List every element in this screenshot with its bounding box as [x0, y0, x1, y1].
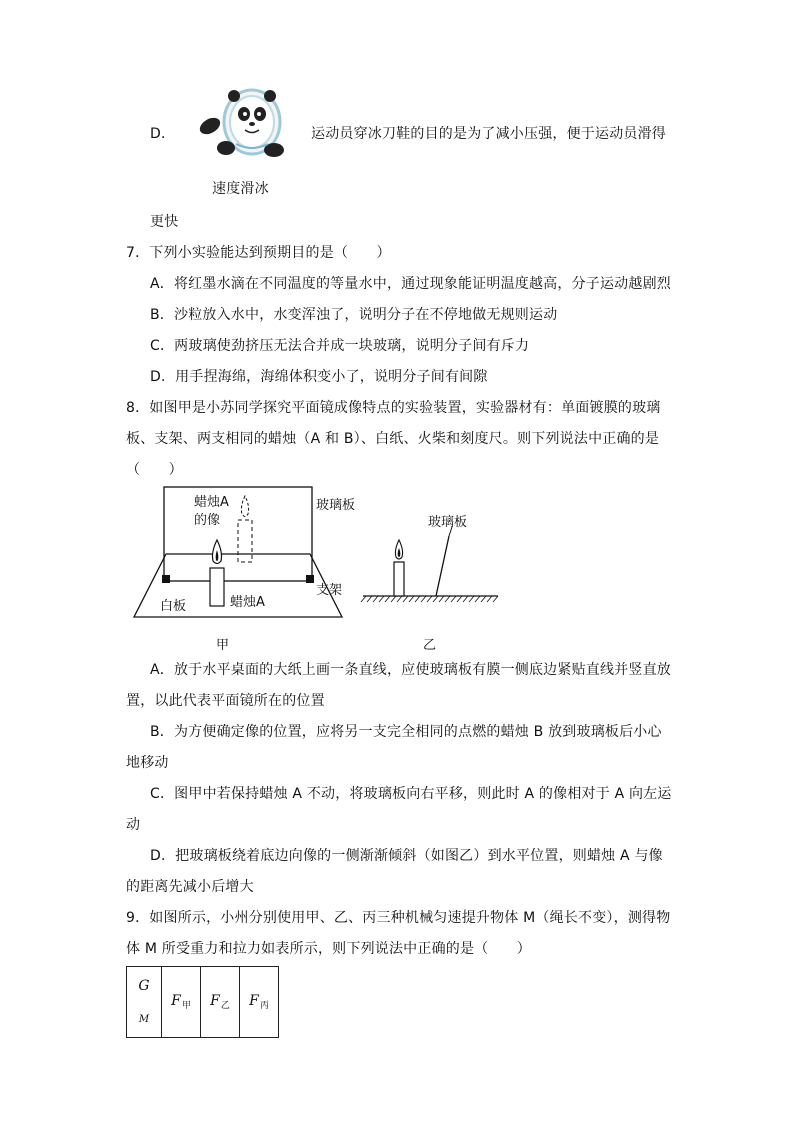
label-stand: 支架 [316, 583, 343, 598]
q8-option-a-line2: 置，以此代表平面镜所在的位置 [126, 693, 325, 709]
label-candle-image-2: 的像 [194, 513, 221, 528]
label-white-board: 白板 [160, 599, 187, 614]
caption-yi: 乙 [423, 638, 437, 653]
q8-option-c-line1: C．图甲中若保持蜡烛 A 不动，将玻璃板向右平移，则此时 A 的像相对于 A 向左运 [150, 786, 672, 802]
candle-image-dashed [238, 520, 252, 562]
table-cell-f-jia [162, 967, 201, 1038]
q8-option-d-line1: D．把玻璃板绕着底边向像的一侧渐渐倾斜（如图乙）到水平位置，则蜡烛 A 与像 [150, 848, 663, 864]
candle-a [210, 568, 224, 606]
yi-glass-plate [436, 536, 449, 596]
q7-option-a: A．将红墨水滴在不同温度的等量水中，通过现象能证明温度越高，分子运动越剧烈 [150, 276, 671, 292]
caption-jia: 甲 [216, 638, 230, 653]
f-yi-subscript: 乙 [220, 1001, 230, 1011]
q7-stem: 7．下列小实验能达到预期目的是（ ） [126, 245, 391, 261]
q8-option-d-line2: 的距离先减小后增大 [126, 879, 254, 895]
f-symbol: F [171, 993, 181, 1009]
stand-left [162, 575, 170, 583]
yi-label-glass-plate: 玻璃板 [428, 515, 468, 530]
q8-option-c-line2: 动 [126, 817, 141, 833]
candle-image-flame [241, 496, 248, 517]
yi-candle [394, 562, 404, 596]
q8-stem-line2: 板、支架、两支相同的蜡烛（A 和 B）、白纸、火柴和刻度尺。则下列说法中正确的是 [126, 431, 660, 447]
q9-stem-line1: 9．如图所示，小州分别使用甲、乙、丙三种机械匀速提升物体 M（绳长不变），测得物 [126, 910, 671, 926]
q7-option-b: B．沙粒放入水中，水变浑浊了，说明分子在不停地做无规则运动 [150, 307, 558, 323]
table-cell-f-yi [201, 967, 240, 1038]
figure-jia [134, 487, 355, 653]
q6-option-d-caption: 速度滑冰 [212, 181, 269, 197]
stand-right [306, 575, 314, 583]
f-symbol: F [210, 993, 220, 1009]
mascot-illustration [196, 84, 296, 164]
gm-symbol: G [138, 978, 150, 994]
label-candle-image-1: 蜡烛A [194, 495, 229, 510]
table-row [127, 967, 279, 1038]
f-jia-subscript: 甲 [181, 1001, 191, 1011]
q9-stem-line2: 体 M 所受重力和拉力如表所示，则下列说法中正确的是（ ） [126, 941, 531, 957]
q8-stem-line3: （ ） [126, 462, 183, 478]
q6-option-d-continuation: 更快 [150, 214, 179, 230]
q8-option-b-line1: B．为方便确定像的位置，应将另一支完全相同的点燃的蜡烛 B 放到玻璃板后小心 [150, 724, 662, 740]
q6-option-d-label: D． [150, 126, 176, 142]
q9-force-table [126, 966, 279, 1038]
q6-option-d-text: 运动员穿冰刀鞋的目的是为了减小压强，便于运动员滑得 [311, 126, 666, 142]
figure-yi [361, 514, 498, 653]
q7-option-c: C．两玻璃使劲挤压无法合并成一块玻璃，说明分子间有斥力 [150, 338, 530, 354]
f-bing-subscript: 丙 [259, 1001, 269, 1011]
q8-option-a-line1: A．放于水平桌面的大纸上画一条直线，应使玻璃板有膜一侧底边紧贴直线并竖直放 [150, 662, 671, 678]
q8-option-b-line2: 地移动 [126, 755, 169, 771]
f-symbol: F [249, 993, 259, 1009]
gm-subscript: M [138, 1014, 150, 1025]
q7-option-d: D．用手捏海绵，海绵体积变小了，说明分子间有间隙 [150, 369, 488, 385]
table-cell-f-bing [240, 967, 279, 1038]
label-candle-a: 蜡烛A [230, 595, 265, 610]
q8-diagram [130, 484, 510, 654]
label-glass-plate: 玻璃板 [316, 498, 356, 513]
table-cell-gm [127, 967, 162, 1038]
q8-stem-line1: 8．如图甲是小苏同学探究平面镜成像特点的实验装置，实验器材有：单面镀膜的玻璃 [126, 400, 661, 416]
